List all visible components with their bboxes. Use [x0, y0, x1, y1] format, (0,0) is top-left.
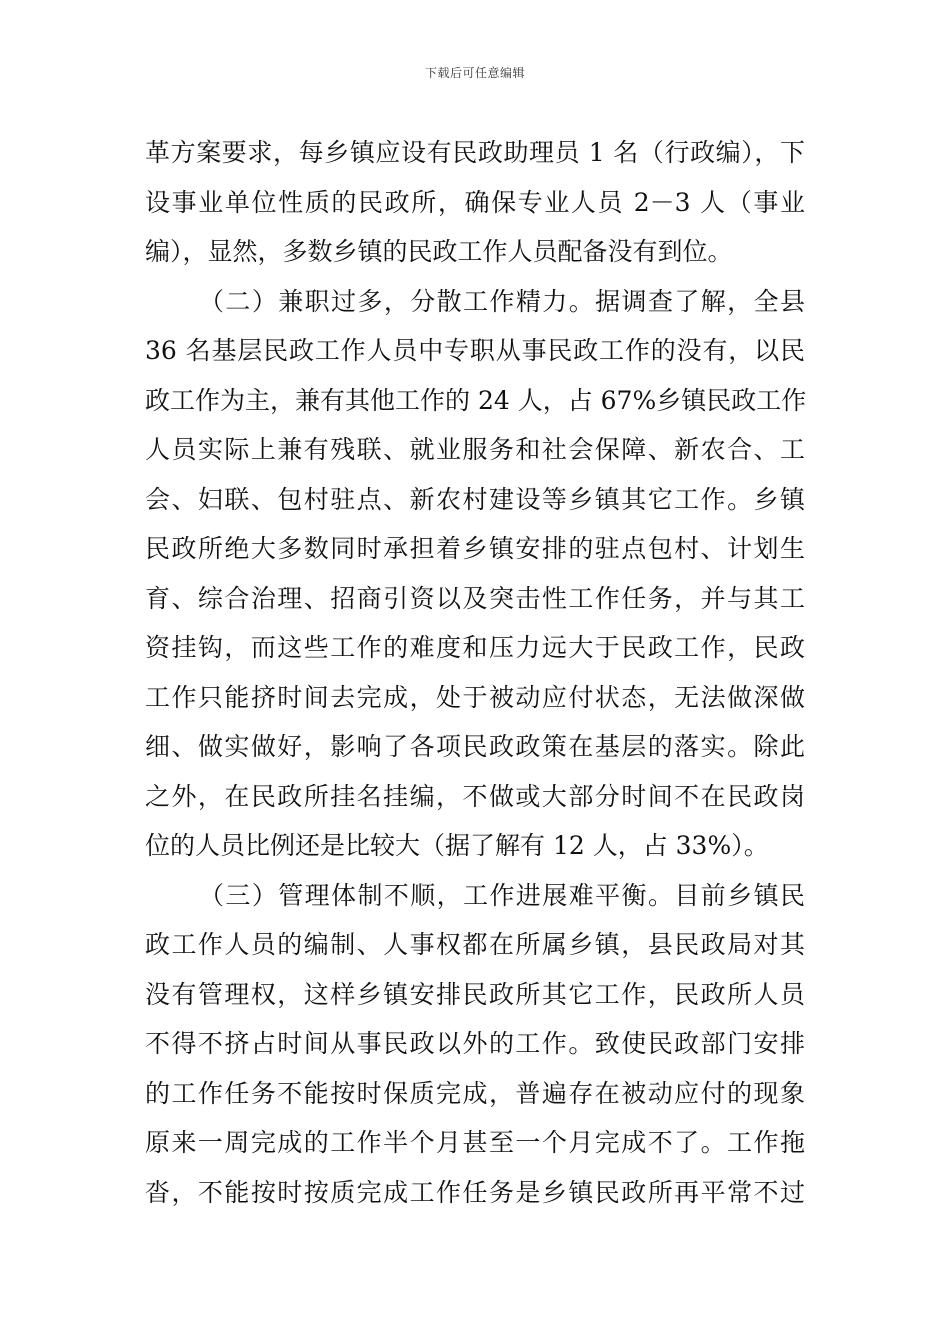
text-line: 工作只能挤时间去完成，处于被动应付状态，无法做深做 [145, 682, 805, 712]
text-line: 民政所绝大多数同时承担着乡镇安排的驻点包村、计划生 [145, 534, 805, 563]
page-header: 下载后可任意编辑 [424, 66, 525, 80]
text-line: 政工作人员的编制、人事权都在所属乡镇，县民政局对其 [145, 930, 805, 959]
text-line: 不得不挤占时间从事民政以外的工作。致使民政部门安排 [145, 1029, 805, 1058]
text-line: 设事业单位性质的民政所，确保专业人员 2－3 人（事业 [145, 187, 805, 217]
text-line: 编），显然，多数乡镇的民政工作人员配备没有到位。 [145, 237, 733, 266]
text-line: 36 名基层民政工作人员中专职从事民政工作的没有，以民 [145, 336, 805, 365]
text-line: 原来一周完成的工作半个月甚至一个月完成不了。工作拖 [145, 1128, 805, 1157]
text-line: 会、妇联、包村驻点、新农村建设等乡镇其它工作。乡镇 [145, 484, 805, 514]
document-body [145, 128, 805, 1217]
text-line: 资挂钩，而这些工作的难度和压力远大于民政工作，民政 [145, 633, 805, 662]
text-line: 之外，在民政所挂名挂编，不做或大部分时间不在民政岗 [145, 781, 805, 811]
text-line: 政工作为主，兼有其他工作的 24 人，占 67%乡镇民政工作 [145, 385, 807, 415]
text-line: 沓，不能按时按质完成工作任务是乡镇民政所再平常不过 [145, 1177, 805, 1207]
text-line: 革方案要求，每乡镇应设有民政助理员 1 名（行政编），下 [145, 138, 805, 167]
text-line: 细、做实做好，影响了各项民政政策在基层的落实。除此 [145, 732, 805, 761]
text-line: 的工作任务不能按时保质完成，普遍存在被动应付的现象 [145, 1078, 805, 1108]
paragraph-start-line: （二）兼职过多，分散工作精力。据调查了解，全县 [199, 286, 805, 316]
paragraph-start-line: （三）管理体制不顺，工作进展难平衡。目前乡镇民 [199, 880, 805, 910]
text-line: 位的人员比例还是比较大（据了解有 12 人，占 33%）。 [145, 831, 769, 860]
text-line: 育、综合治理、招商引资以及突击性工作任务，并与其工 [145, 583, 805, 613]
text-line: 没有管理权，这样乡镇安排民政所其它工作，民政所人员 [145, 979, 805, 1009]
text-line: 人员实际上兼有残联、就业服务和社会保障、新农合、工 [145, 435, 805, 464]
